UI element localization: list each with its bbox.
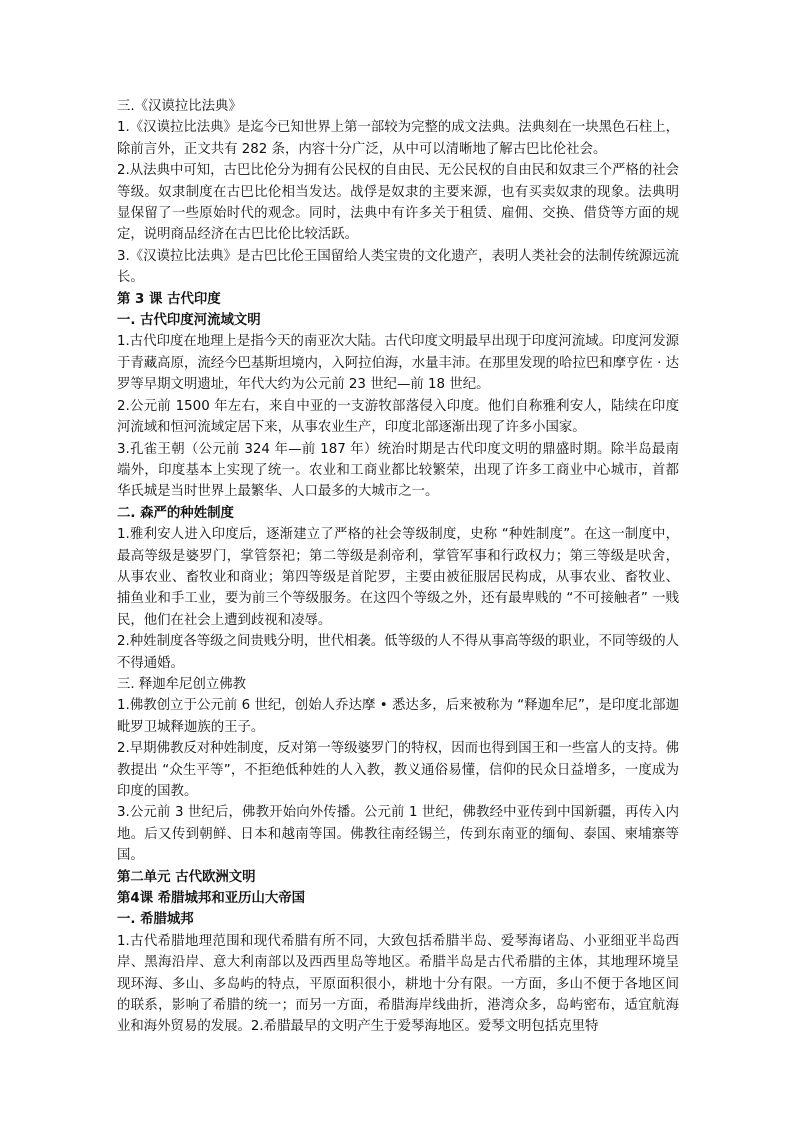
paragraph: 1.古代印度在地理上是指今天的南亚次大陆。古代印度文明最早出现于印度河流域。印度河发源于青藏高原，流经今巴基斯坦境内，入阿拉伯海，水量丰沛。在那里发现的哈拉巴和摩亨佐 · 达罗等早期文明遗址，年代大约为公元前 23 世纪—前 18 世纪。 — [117, 334, 679, 393]
paragraph: 3.公元前 3 世纪后，佛教开始向外传播。公元前 1 世纪，佛教经中亚传到中国新疆，再传入内地。后又传到朝鲜、日本和越南等国。佛教往南经锡兰，传到东南亚的缅甸、泰国、柬埔寨等国。 — [117, 805, 679, 864]
paragraph: 1.古代希腊地理范围和现代希腊有所不同，大致包括希腊半岛、爱琴海诸岛、小亚细亚半岛西岸、黑海沿岸、意大利南部以及西西里岛等地区。希腊半岛是古代希腊的主体，其地理环境呈现环海、多山、多岛屿的特点，平原面积很小，耕地十分有限。一方面，多山不便于各地区间的联系，影响了希腊的统一；而另一方面，希腊海岸线曲折，港湾众多，岛屿密布，适宜航海业和海外贸易的发展。2.希腊最早的文明产生于爱琴海地区。爱琴文明包括克里特 — [117, 933, 679, 1035]
paragraph: 3.孔雀王朝（公元前 324 年—前 187 年）统治时期是古代印度文明的鼎盛时期。除半岛最南端外，印度基本上实现了统一。农业和工商业都比较繁荣，出现了许多工商业中心城市，首都华氏城是当时世界上最繁华、人口最多的大城市之一。 — [117, 441, 679, 500]
paragraph: 2.公元前 1500 年左右，来自中亚的一支游牧部落侵入印度。他们自称雅利安人，陆续在印度河流域和恒河流域定居下来，从事农业生产，印度北部逐渐出现了许多小国家。 — [117, 398, 679, 436]
paragraph: 2.早期佛教反对种姓制度，反对第一等级婆罗门的特权，因而也得到国王和一些富人的支持。佛教提出 “众生平等”，不拒绝低种姓的人入教，教义通俗易懂，信仰的民众日益增多，一度成为印度的国教。 — [117, 741, 679, 799]
section-heading-caste-system: 二. 森严的种姓制度 — [117, 505, 234, 521]
paragraph: 1.《汉谟拉比法典》是迄今已知世界上第一部较为完整的成文法典。法典刻在一块黑色石柱上，除前言外，正文共有 282 条，内容十分广泛，从中可以清晰地了解古巴比伦社会。 — [117, 120, 679, 157]
paragraph: 2.从法典中可知，古巴比伦分为拥有公民权的自由民、无公民权的自由民和奴隶三个严格的社会等级。奴隶制度在古巴比伦相当发达。战俘是奴隶的主要来源，也有买卖奴隶的现象。法典明显保留了一些原始时代的观念。同时，法典中有许多关于租赁、雇佣、交换、借贷等方面的规定，说明商品经济在古巴比伦比较活跃。 — [117, 163, 679, 243]
section-heading-buddhism: 三. 释迦牟尼创立佛教 — [117, 676, 247, 692]
section-heading-indus-civilization: 一. 古代印度河流域文明 — [117, 313, 261, 329]
paragraph: 1.佛教创立于公元前 6 世纪，创始人乔达摩 • 悉达多，后来被称为 “释迦牟尼”，是印度北部迦毗罗卫城释迦族的王子。 — [117, 698, 679, 735]
paragraph: 1.雅利安人进入印度后，逐渐建立了严格的社会等级制度，史称 “种姓制度”。在这一制度中，最高等级是婆罗门，掌管祭祀；第二等级是刹帝利，掌管军事和行政权力；第三等级是吠舍，从事农业、畜牧业和商业；第四等级是首陀罗，主要由被征服居民构成，从事农业、畜牧业、捕鱼业和手工业，要为前三个等级服务。在这四个等级之外，还有最卑贱的 “不可接触者” 一贱民，他们在社会上遭到歧视和凌辱。 — [117, 527, 679, 628]
lesson-title-greek-city-states: 第4课 希腊城邦和亚历山大帝国 — [117, 891, 306, 907]
lesson-title-ancient-india: 第 3 课 古代印度 — [117, 291, 221, 307]
unit-title-ancient-europe: 第二单元 古代欧洲文明 — [117, 869, 256, 885]
heading-code-of-hammurabi: 三.《汉谟拉比法典》 — [117, 99, 242, 114]
section-heading-greek-city-states: 一. 希腊城邦 — [117, 912, 194, 928]
paragraph: 2.种姓制度各等级之间贵贱分明，世代相袭。低等级的人不得从事高等级的职业，不同等级的人不得通婚。 — [117, 634, 679, 671]
paragraph: 3.《汉谟拉比法典》是古巴比伦王国留给人类宝贵的文化遗产，表明人类社会的法制传统源远流长。 — [117, 248, 679, 286]
document-page — [117, 96, 679, 1038]
